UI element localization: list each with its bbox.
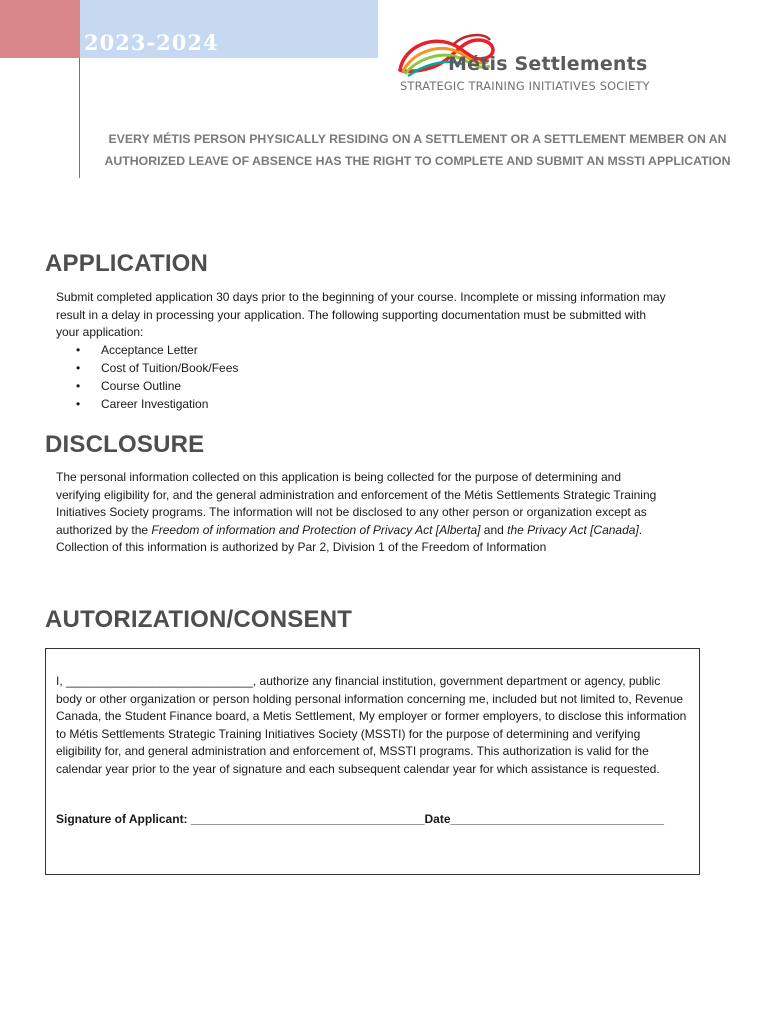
- eligibility-notice: [90, 128, 745, 172]
- application-heading: APPLICATION: [45, 250, 209, 277]
- notice-line-1: EVERY MÉTIS PERSON PHYSICALLY RESIDING ON A SETTLEMENT OR A SETTLEMENT MEMBER ON AN: [108, 132, 727, 146]
- date-field[interactable]: Date________________________________: [424, 812, 665, 826]
- list-item: • Career Investigation: [76, 395, 238, 413]
- alberta-act-title: Freedom of information and Protection of Privacy Act [Alberta]: [151, 522, 481, 537]
- signature-field[interactable]: Signature of Applicant: ___________________________________: [56, 812, 425, 826]
- list-item: • Course Outline: [76, 377, 238, 395]
- canada-act-title: the Privacy Act [Canada]: [507, 522, 639, 537]
- logo-subtitle: STRATEGIC TRAINING INITIATIVES SOCIETY: [400, 79, 650, 93]
- disclosure-text-part: . Collection of this information is authorized by Par 2, Division 1 of the Freedom of Information: [56, 522, 643, 554]
- list-item: • Cost of Tuition/Book/Fees: [76, 359, 238, 377]
- header-divider: [79, 58, 80, 178]
- disclosure-text-part: The personal information collected on this application is being collected for the purpose of determining and verifying eligibility for, and the general administration and enforcement of the Métis Settlements Strategic Training Initiatives Society programs. The information will not be disclosed to any other person or organization except as authorized by the: [56, 470, 657, 537]
- consent-text: I, ____________________________, authorize any financial institution, government department or agency, public body or other organization or person holding personal information concerning me, included but not limited to, Revenue Canada, the Student Finance board, a Metis Settlement, My employer or former employers, to disclose this information to Métis Settlements Strategic Training Initiatives Society (MSSTI) for the purpose of determining and verifying eligibility for, and general administration and enforcement of, MSSTI programs. This authorization is valid for the calendar year prior to the year of signature and each subsequent calendar year for which assistance is requested.: [56, 674, 687, 776]
- program-year: 2023-2024: [84, 30, 219, 55]
- application-text: Submit completed application 30 days prior to the beginning of your course. Incomplete or missing information may result in a delay in processing your application. The following supporting documentation must be submitted with your application:: [56, 290, 666, 339]
- disclosure-text: [56, 469, 666, 557]
- consent-box: [45, 648, 700, 875]
- consent-heading: AUTORIZATION/CONSENT: [45, 606, 353, 633]
- logo-name: Métis Settlements: [448, 53, 648, 75]
- list-item: • Acceptance Letter: [76, 341, 238, 359]
- notice-line-2: AUTHORIZED LEAVE OF ABSENCE HAS THE RIGHT TO COMPLETE AND SUBMIT AN MSSTI APPLICATION: [104, 154, 731, 168]
- header-accent-block: [0, 0, 80, 58]
- documentation-list: [76, 341, 238, 413]
- signature-line: [56, 812, 664, 826]
- disclosure-heading: DISCLOSURE: [45, 431, 205, 458]
- disclosure-text-part: and: [480, 522, 508, 537]
